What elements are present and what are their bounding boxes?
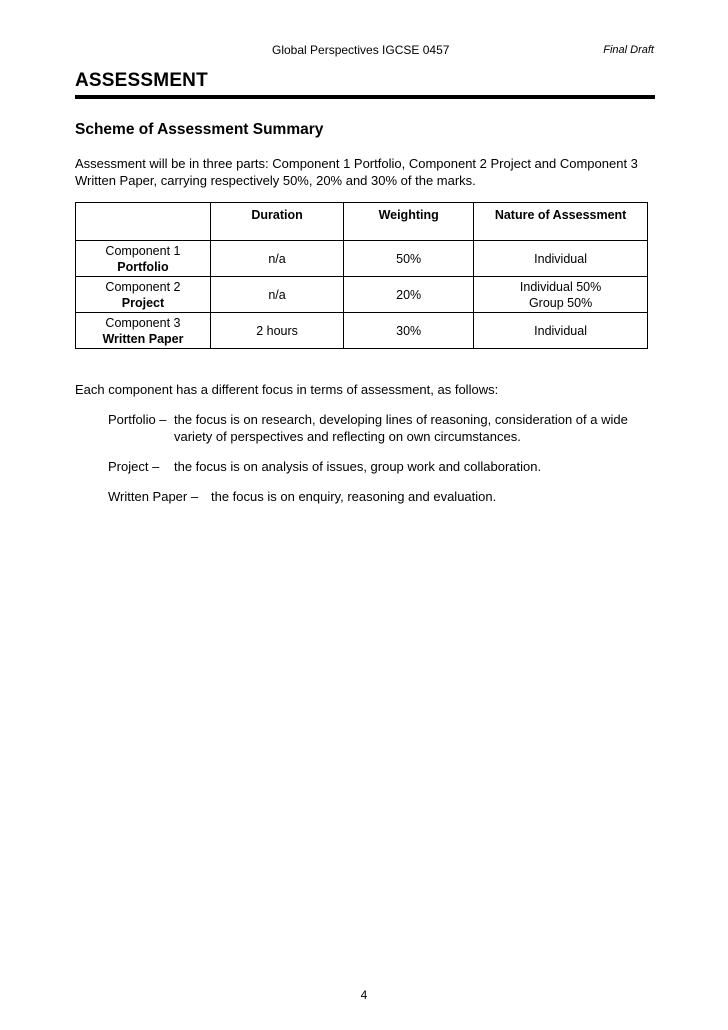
assessment-table — [75, 202, 648, 349]
nature-cell — [474, 241, 648, 277]
nature-line: Individual 50% — [519, 279, 602, 294]
table-header-duration: Duration — [210, 203, 343, 241]
focus-term: Written Paper – — [108, 489, 199, 504]
focus-term: Portfolio – — [108, 412, 167, 427]
weighting-cell: 30% — [344, 313, 474, 349]
page-title: ASSESSMENT — [75, 70, 208, 91]
table-header-row — [76, 203, 648, 241]
intro-paragraph: Assessment will be in three parts: Component 1 Portfolio, Component 2 Project and Component 3 Written Paper, carrying respectively 50%, 20% and 30% of the marks. — [75, 156, 638, 188]
component-number: Component 1 — [105, 243, 181, 258]
focus-term: Project – — [108, 459, 160, 474]
table-row — [76, 241, 648, 277]
table-row — [76, 277, 648, 313]
heading-rule — [75, 95, 655, 99]
table-header-nature-label: Nature of Assessment — [494, 208, 627, 222]
duration-cell: 2 hours — [210, 313, 343, 349]
duration-cell: n/a — [210, 241, 343, 277]
component-name: Written Paper — [102, 331, 184, 346]
weighting-cell: 50% — [344, 241, 474, 277]
component-number: Component 3 — [105, 315, 181, 330]
nature-line: Individual — [534, 251, 587, 266]
table-header-nature — [474, 203, 648, 241]
component-cell — [76, 277, 211, 313]
page-header — [0, 43, 728, 59]
section-title: Scheme of Assessment Summary — [75, 121, 324, 138]
component-name: Portfolio — [117, 259, 169, 274]
header-title: Global Perspectives IGCSE 0457 — [272, 43, 450, 57]
page-number — [0, 988, 728, 1002]
focus-intro: Each component has a different focus in terms of assessment, as follows: — [75, 382, 499, 397]
weighting-cell: 20% — [344, 277, 474, 313]
focus-description: the focus is on enquiry, reasoning and evaluation. — [211, 489, 497, 504]
focus-item-portfolio — [108, 411, 658, 447]
nature-cell — [474, 277, 648, 313]
duration-cell: n/a — [210, 277, 343, 313]
component-name: Project — [121, 295, 165, 310]
component-cell — [76, 241, 211, 277]
nature-line: Group 50% — [528, 295, 593, 310]
nature-line: Individual — [534, 323, 587, 338]
table-header-cell — [76, 203, 211, 241]
table-header-weighting: Weighting — [344, 203, 474, 241]
page-number-label: 4 — [360, 988, 368, 1002]
focus-description: the focus is on analysis of issues, group work and collaboration. — [174, 459, 542, 474]
focus-description: the focus is on research, developing lines of reasoning, consideration of a wide variety of perspectives and reflecting on own circumstances. — [174, 412, 628, 444]
focus-item-project — [108, 458, 658, 476]
component-number: Component 2 — [105, 279, 181, 294]
nature-cell — [474, 313, 648, 349]
focus-item-written-paper — [108, 488, 658, 506]
table-row — [76, 313, 648, 349]
draft-status: Final Draft — [603, 44, 654, 56]
component-cell — [76, 313, 211, 349]
